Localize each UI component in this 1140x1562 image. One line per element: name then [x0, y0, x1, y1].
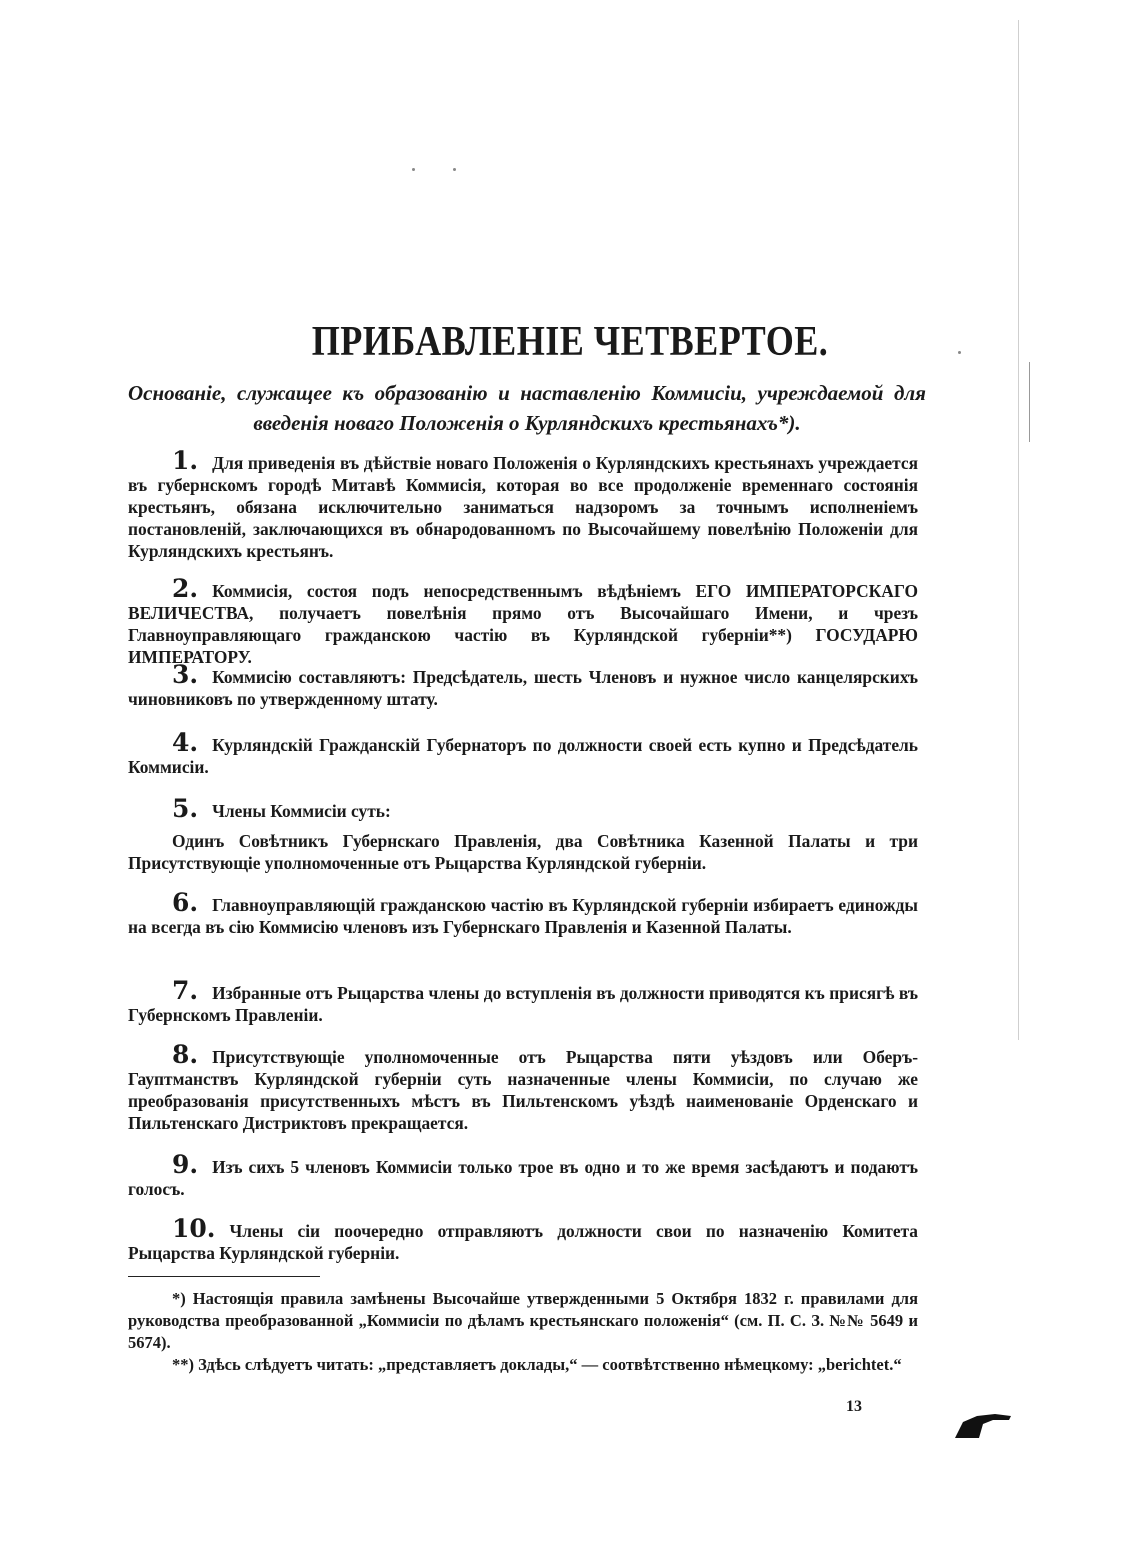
- paragraph-2: [128, 574, 918, 668]
- footnote-mark: *): [172, 1289, 186, 1308]
- paragraph-8: [128, 1040, 918, 1134]
- paragraph-text: Изъ сихъ 5 членовъ Коммисіи только трое въ одно и то же время засѣдаютъ и подаютъ голосъ.: [128, 1157, 918, 1199]
- paragraph-number: 1.: [172, 446, 199, 475]
- paragraph-4: [128, 728, 918, 778]
- paragraph-text: Члены сіи поочередно отправляютъ должности свои по назначенію Комитета Рыцарства Курляндской губерніи.: [128, 1221, 918, 1263]
- paragraph-1: [128, 446, 918, 562]
- paragraph-number: 4.: [172, 728, 199, 757]
- footnote-text: Настоящія правила замѣнены Высочайше утвержденными 5 Октября 1832 г. правилами для руководства преобразованной „Коммисіи по дѣламъ крестьянскаго положенія“ (см. П. С. З. №№ 5649 и 5674).: [128, 1289, 918, 1352]
- paragraph-5: [128, 794, 918, 823]
- footnote-2: [128, 1354, 918, 1376]
- paragraph-number: 5.: [172, 794, 199, 823]
- scan-edge-line: [1029, 362, 1030, 442]
- footnote-1: [128, 1288, 918, 1354]
- scan-speck: [453, 168, 456, 171]
- scan-edge-line: [1018, 20, 1019, 1040]
- paragraph-text: Коммисія, состоя подъ непосредственнымъ вѣдѣніемъ ЕГО ИМПЕРАТОРСКАГО ВЕЛИЧЕСТВА, получаетъ повелѣнія прямо отъ Высочайшаго Имени, и чрезъ Главноуправляющаго гражданскою частію въ Курляндской губерніи**) ГОСУДАРЮ ИМПЕРАТОРУ.: [128, 581, 918, 667]
- paragraph-6: [128, 888, 918, 938]
- paragraph-number: 6.: [172, 888, 199, 917]
- footnote-mark: **): [172, 1355, 194, 1374]
- paragraph-5-continuation: [128, 830, 918, 874]
- page-title: ПРИБАВЛЕНІЕ ЧЕТВЕРТОЕ.: [311, 319, 829, 365]
- paragraph-number: 2.: [172, 574, 199, 603]
- page-subtitle: Основаніе, служащее къ образованію и наставленію Коммисіи, учреждаемой для введенія новаго Положенія о Курляндскихъ крестьянахъ*).: [128, 381, 926, 435]
- paragraph-text: Члены Коммисіи суть:: [212, 801, 391, 821]
- paragraph-text: Избранные отъ Рыцарства члены до вступленія въ должности приводятся къ присягѣ въ Губернскомъ Правленіи.: [128, 983, 918, 1025]
- paragraph-9: [128, 1150, 918, 1200]
- paragraph-number: 9.: [172, 1150, 199, 1179]
- paragraph-text: Курляндскій Гражданскій Губернаторъ по должности своей есть купно и Предсѣдатель Коммисіи.: [128, 735, 918, 777]
- scan-speck: [412, 168, 415, 171]
- paragraph-text: Присутствующіе уполномоченные отъ Рыцарства пяти уѣздовъ или Оберъ-Гауптманствъ Курляндской губерніи суть назначенные члены Коммисіи, по случаю же преобразованія присутственныхъ мѣстъ въ Пильтенскомъ уѣздѣ наименованіе Орденскаго и Пильтенскаго Дистриктовъ прекращается.: [128, 1047, 918, 1133]
- paragraph-7: [128, 976, 918, 1026]
- paragraph-number: 7.: [172, 976, 199, 1005]
- paragraph-3: [128, 660, 918, 710]
- paragraph-text: Для приведенія въ дѣйствіе новаго Положенія о Курляндскихъ крестьянахъ учреждается въ губернскомъ городѣ Митавѣ Коммисія, которая во все продолженіе временнаго состоянія крестьянъ, обязана исключительно заниматься надзоромъ за точнымъ исполненіемъ постановленій, заключающихся въ обнародованномъ по Высочайшему повелѣнію Положеніи для Курляндскихъ крестьянъ.: [128, 453, 918, 561]
- page-number: 13: [846, 1398, 862, 1415]
- paragraph-text: Одинъ Совѣтникъ Губернскаго Правленія, два Совѣтника Казенной Палаты и три Присутствующіе уполномоченные отъ Рыцарства Курляндской губерніи.: [128, 831, 918, 873]
- scan-smudge-icon: [955, 1408, 1015, 1444]
- paragraph-text: Главноуправляющій гражданскою частію въ Курляндской губерніи избираетъ единожды на всегда въ сію Коммисію членовъ изъ Губернскаго Правленія и Казенной Палаты.: [128, 895, 918, 937]
- paragraph-number: 3.: [172, 660, 199, 689]
- footnote-divider: [128, 1276, 320, 1277]
- paragraph-text: Коммисію составляютъ: Предсѣдатель, шесть Членовъ и нужное число канцелярскихъ чиновниковъ по утвержденному штату.: [128, 667, 918, 709]
- paragraph-10: [128, 1214, 918, 1264]
- paragraph-number: 10.: [172, 1214, 216, 1243]
- footnote-text: Здѣсь слѣдуетъ читать: „представляетъ доклады,“ — соотвѣтственно нѣмецкому: „berichtet.“: [198, 1355, 902, 1374]
- paragraph-number: 8.: [172, 1040, 199, 1069]
